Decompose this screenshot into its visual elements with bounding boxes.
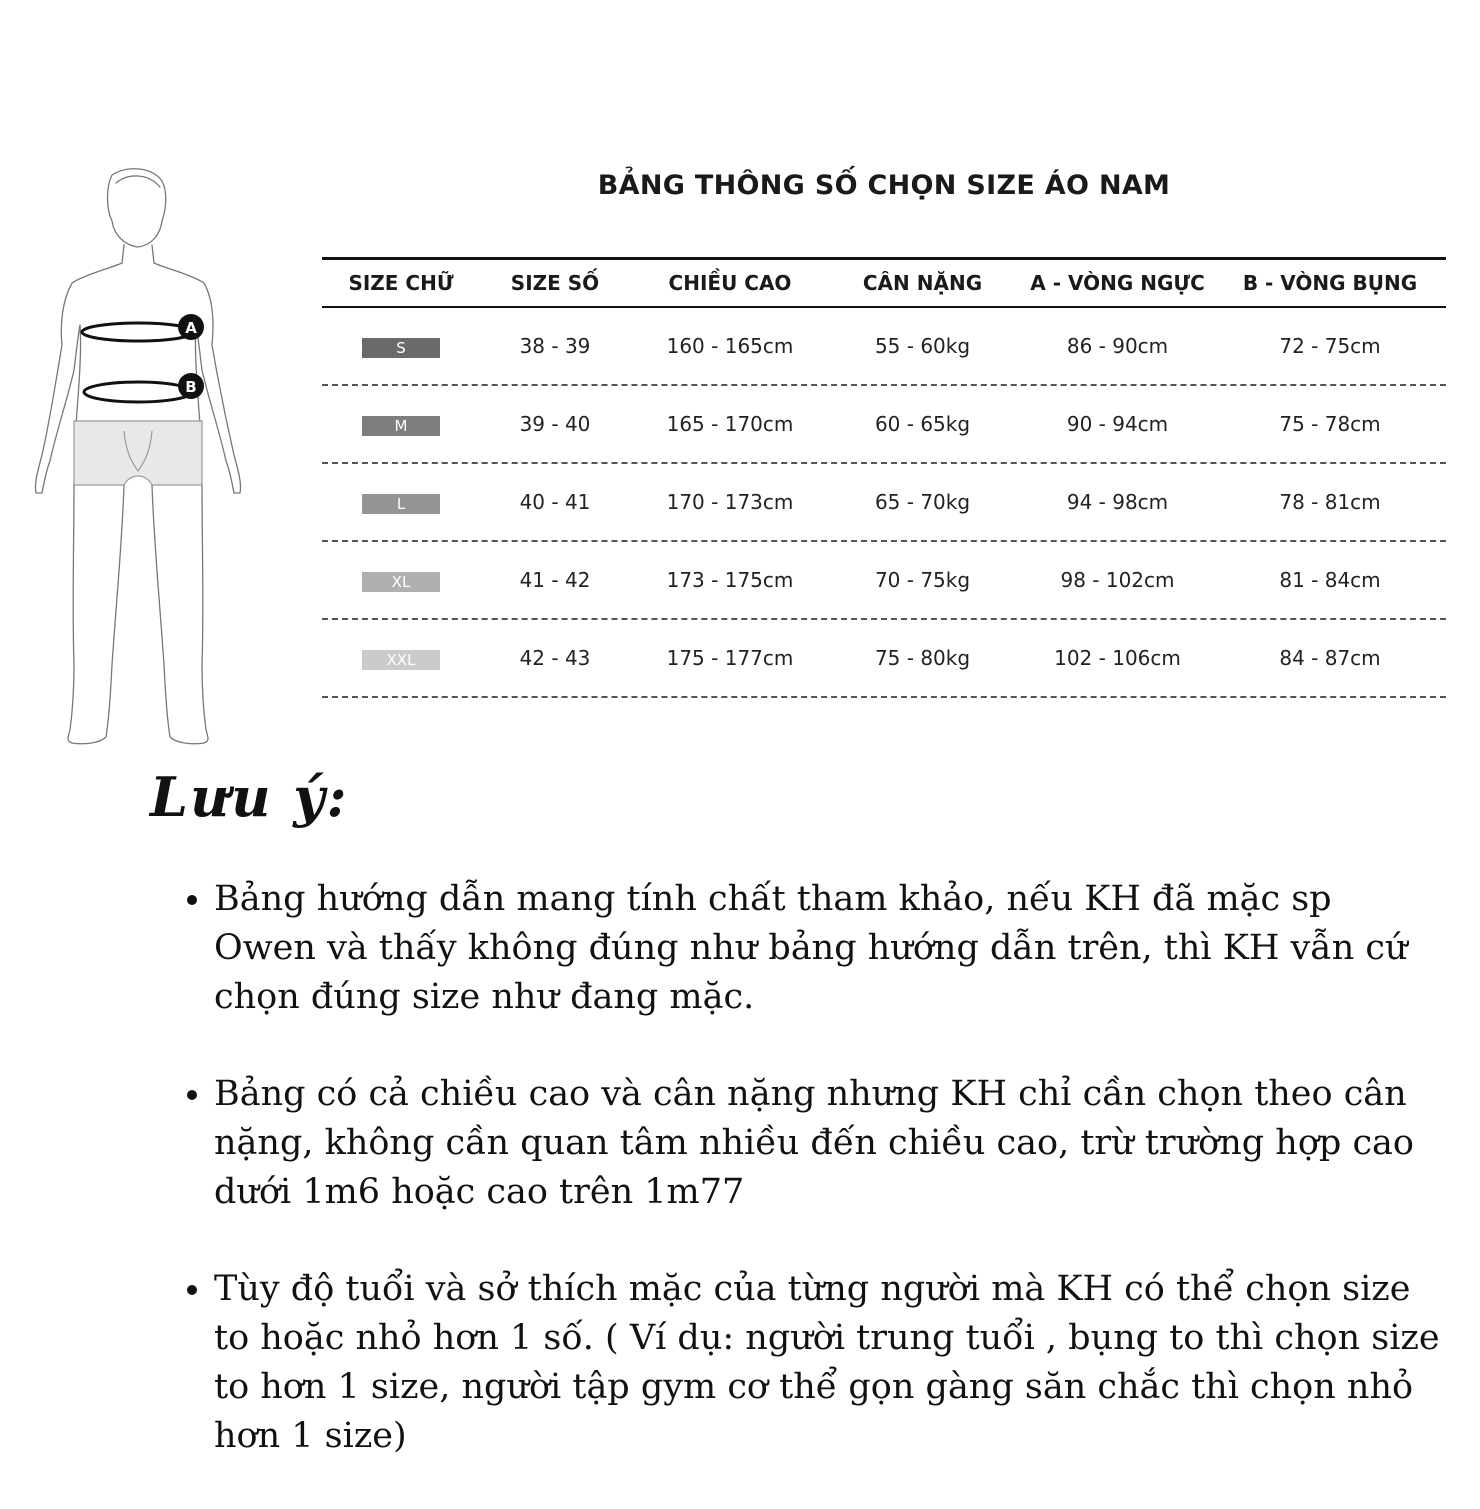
height-cell: 173 - 175cm	[666, 568, 794, 592]
height-cell: 170 - 173cm	[666, 490, 794, 514]
header-weight: CÂN NẶNG	[862, 271, 983, 295]
size-badge: M	[362, 416, 440, 436]
height-cell: 175 - 177cm	[666, 646, 794, 670]
size-badge: XL	[362, 572, 440, 592]
header-chest: A - VÒNG NGỰC	[1030, 271, 1205, 295]
chest-cell: 90 - 94cm	[1066, 412, 1169, 436]
size-badge: S	[362, 338, 440, 358]
weight-cell: 65 - 70kg	[874, 490, 971, 514]
size-number-cell: 40 - 41	[519, 490, 591, 514]
chest-cell: 98 - 102cm	[1060, 568, 1175, 592]
chest-cell: 94 - 98cm	[1066, 490, 1169, 514]
header-size-number: SIZE SỐ	[510, 271, 600, 295]
table-row	[322, 464, 1446, 542]
chest-cell: 86 - 90cm	[1066, 334, 1169, 358]
size-number-cell: 41 - 42	[519, 568, 591, 592]
header-belly: B - VÒNG BỤNG	[1242, 271, 1418, 295]
height-cell: 165 - 170cm	[666, 412, 794, 436]
marker-b-icon	[178, 373, 204, 399]
height-cell: 160 - 165cm	[666, 334, 794, 358]
belly-cell: 78 - 81cm	[1279, 490, 1381, 514]
note-item: • Bảng có cả chiều cao và cân nặng nhưng KH chỉ cần chọn theo cân nặng, không cần quan tâm nhiều đến chiều cao, trừ trường hợp cao dưới 1m6 hoặc cao trên 1m77	[214, 1070, 1444, 1217]
svg-text:B: B	[185, 378, 197, 396]
body-measurement-figure	[28, 165, 258, 750]
notes-title: Lưu ý:	[150, 765, 349, 829]
size-number-cell: 38 - 39	[519, 334, 591, 358]
header-size-letter: SIZE CHỮ	[348, 271, 454, 295]
table-row	[322, 620, 1446, 698]
table-row	[322, 308, 1446, 386]
size-number-cell: 39 - 40	[519, 412, 591, 436]
belly-cell: 84 - 87cm	[1279, 646, 1381, 670]
table-title: BẢNG THÔNG SỐ CHỌN SIZE ÁO NAM	[597, 170, 1171, 201]
table-header	[322, 257, 1446, 308]
chest-cell: 102 - 106cm	[1054, 646, 1181, 670]
notes-list	[168, 875, 1444, 1509]
note-item: • Bảng hướng dẫn mang tính chất tham khảo, nếu KH đã mặc sp Owen và thấy không đúng như bảng hướng dẫn trên, thì KH vẫn cứ chọn đúng size như đang mặc.	[214, 875, 1444, 1022]
size-badge: XXL	[362, 650, 440, 670]
table-row	[322, 386, 1446, 464]
belly-cell: 72 - 75cm	[1279, 334, 1381, 358]
size-number-cell: 42 - 43	[519, 646, 591, 670]
belly-cell: 75 - 78cm	[1279, 412, 1381, 436]
svg-text:A: A	[185, 319, 197, 337]
weight-cell: 75 - 80kg	[874, 646, 971, 670]
weight-cell: 55 - 60kg	[874, 334, 971, 358]
size-table	[322, 257, 1446, 698]
note-item: • Tùy độ tuổi và sở thích mặc của từng người mà KH có thể chọn size to hoặc nhỏ hơn 1 số. ( Ví dụ: người trung tuổi , bụng to thì chọn size to hơn 1 size, người tập gym cơ thể gọn gàng săn chắc thì chọn nhỏ hơn 1 size)	[214, 1265, 1444, 1461]
table-row	[322, 542, 1446, 620]
belly-cell: 81 - 84cm	[1279, 568, 1381, 592]
size-badge: L	[362, 494, 440, 514]
marker-a-icon	[178, 314, 204, 340]
weight-cell: 60 - 65kg	[874, 412, 971, 436]
weight-cell: 70 - 75kg	[874, 568, 971, 592]
header-height: CHIỀU CAO	[668, 271, 792, 295]
